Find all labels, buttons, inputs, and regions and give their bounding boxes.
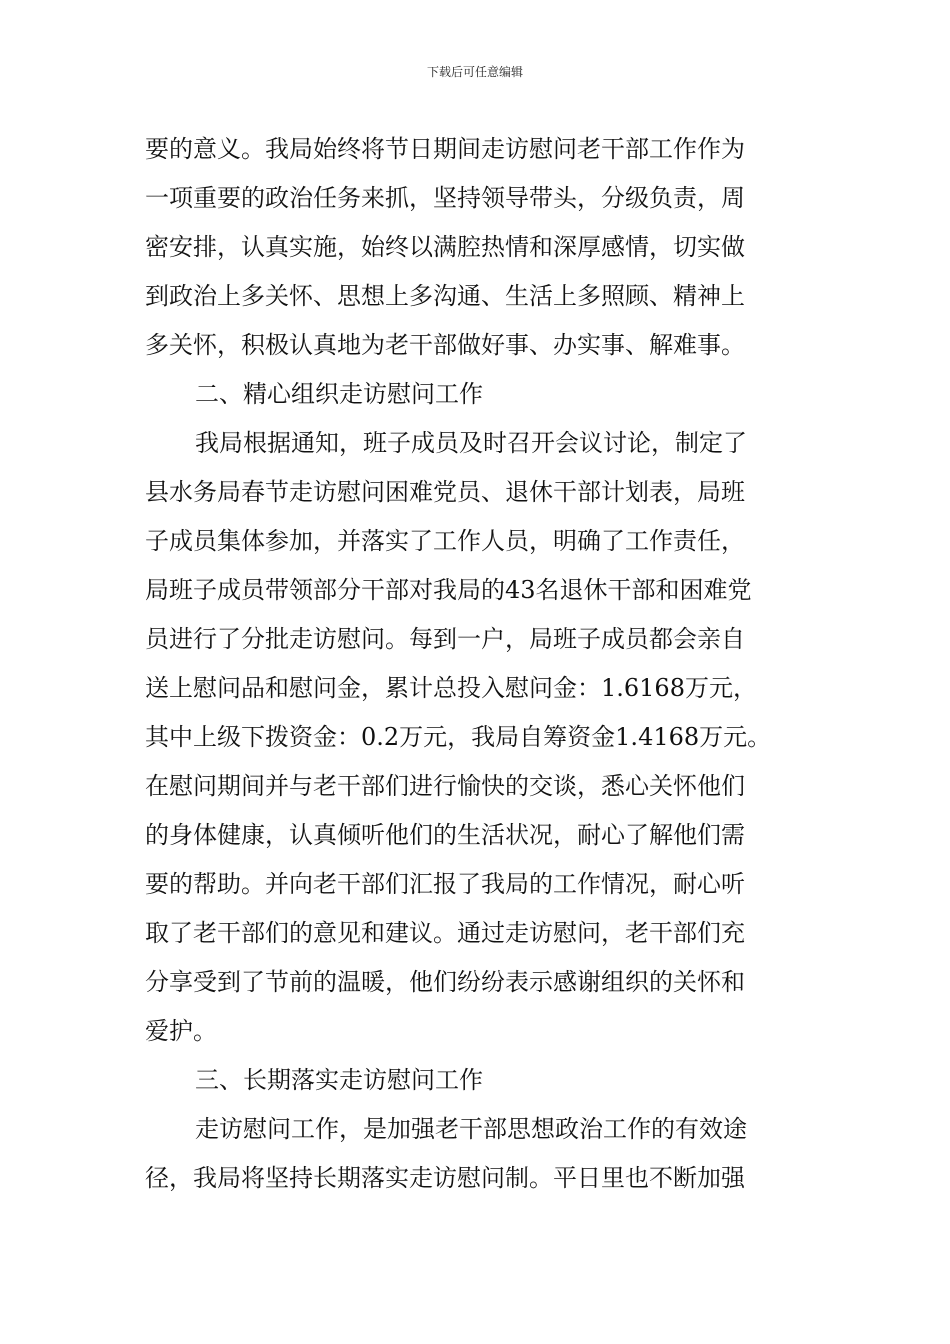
- paragraph-start-line-2: 走访慰问工作，是加强老干部思想政治工作的有效途: [195, 1115, 747, 1143]
- text-line-17: 取了老干部们的意见和建议。通过走访慰问，老干部们充: [145, 919, 745, 947]
- text-line-14: 在慰问期间并与老干部们进行愉快的交谈，悉心关怀他们: [145, 772, 745, 800]
- text-line-19: 爱护。: [145, 1017, 217, 1045]
- section-heading-2: 二、精心组织走访慰问工作: [195, 380, 483, 408]
- text-line-15: 的身体健康，认真倾听他们的生活状况，耐心了解他们需: [145, 821, 745, 849]
- text-line-16: 要的帮助。并向老干部们汇报了我局的工作情况，耐心听: [145, 870, 745, 898]
- paragraph-start-line: 我局根据通知，班子成员及时召开会议讨论，制定了: [195, 429, 747, 457]
- page-header: 下载后可任意编辑: [426, 65, 523, 79]
- text-line-10: 局班子成员带领部分干部对我局的43名退休干部和困难党: [145, 576, 752, 604]
- text-line-13: 其中上级下拨资金：0.2万元，我局自筹资金1.4168万元。: [145, 723, 772, 751]
- text-line-22: 径，我局将坚持长期落实走访慰问制。平日里也不断加强: [145, 1164, 745, 1192]
- document-body: [145, 125, 805, 1203]
- text-line-2: 一项重要的政治任务来抓，坚持领导带头，分级负责，周: [145, 184, 745, 212]
- text-line-12: 送上慰问品和慰问金，累计总投入慰问金：1.6168万元，: [145, 674, 757, 702]
- text-line-8: 县水务局春节走访慰问困难党员、退休干部计划表，局班: [145, 478, 745, 506]
- section-heading-3: 三、长期落实走访慰问工作: [195, 1066, 483, 1094]
- text-line-1: 要的意义。我局始终将节日期间走访慰问老干部工作作为: [145, 135, 745, 163]
- text-line-11: 员进行了分批走访慰问。每到一户，局班子成员都会亲自: [145, 625, 745, 653]
- text-line-5: 多关怀，积极认真地为老干部做好事、办实事、解难事。: [145, 331, 745, 359]
- text-line-4: 到政治上多关怀、思想上多沟通、生活上多照顾、精神上: [145, 282, 745, 310]
- text-line-3: 密安排，认真实施，始终以满腔热情和深厚感情，切实做: [145, 233, 745, 261]
- text-line-18: 分享受到了节前的温暖，他们纷纷表示感谢组织的关怀和: [145, 968, 745, 996]
- text-line-9: 子成员集体参加，并落实了工作人员，明确了工作责任，: [145, 527, 745, 555]
